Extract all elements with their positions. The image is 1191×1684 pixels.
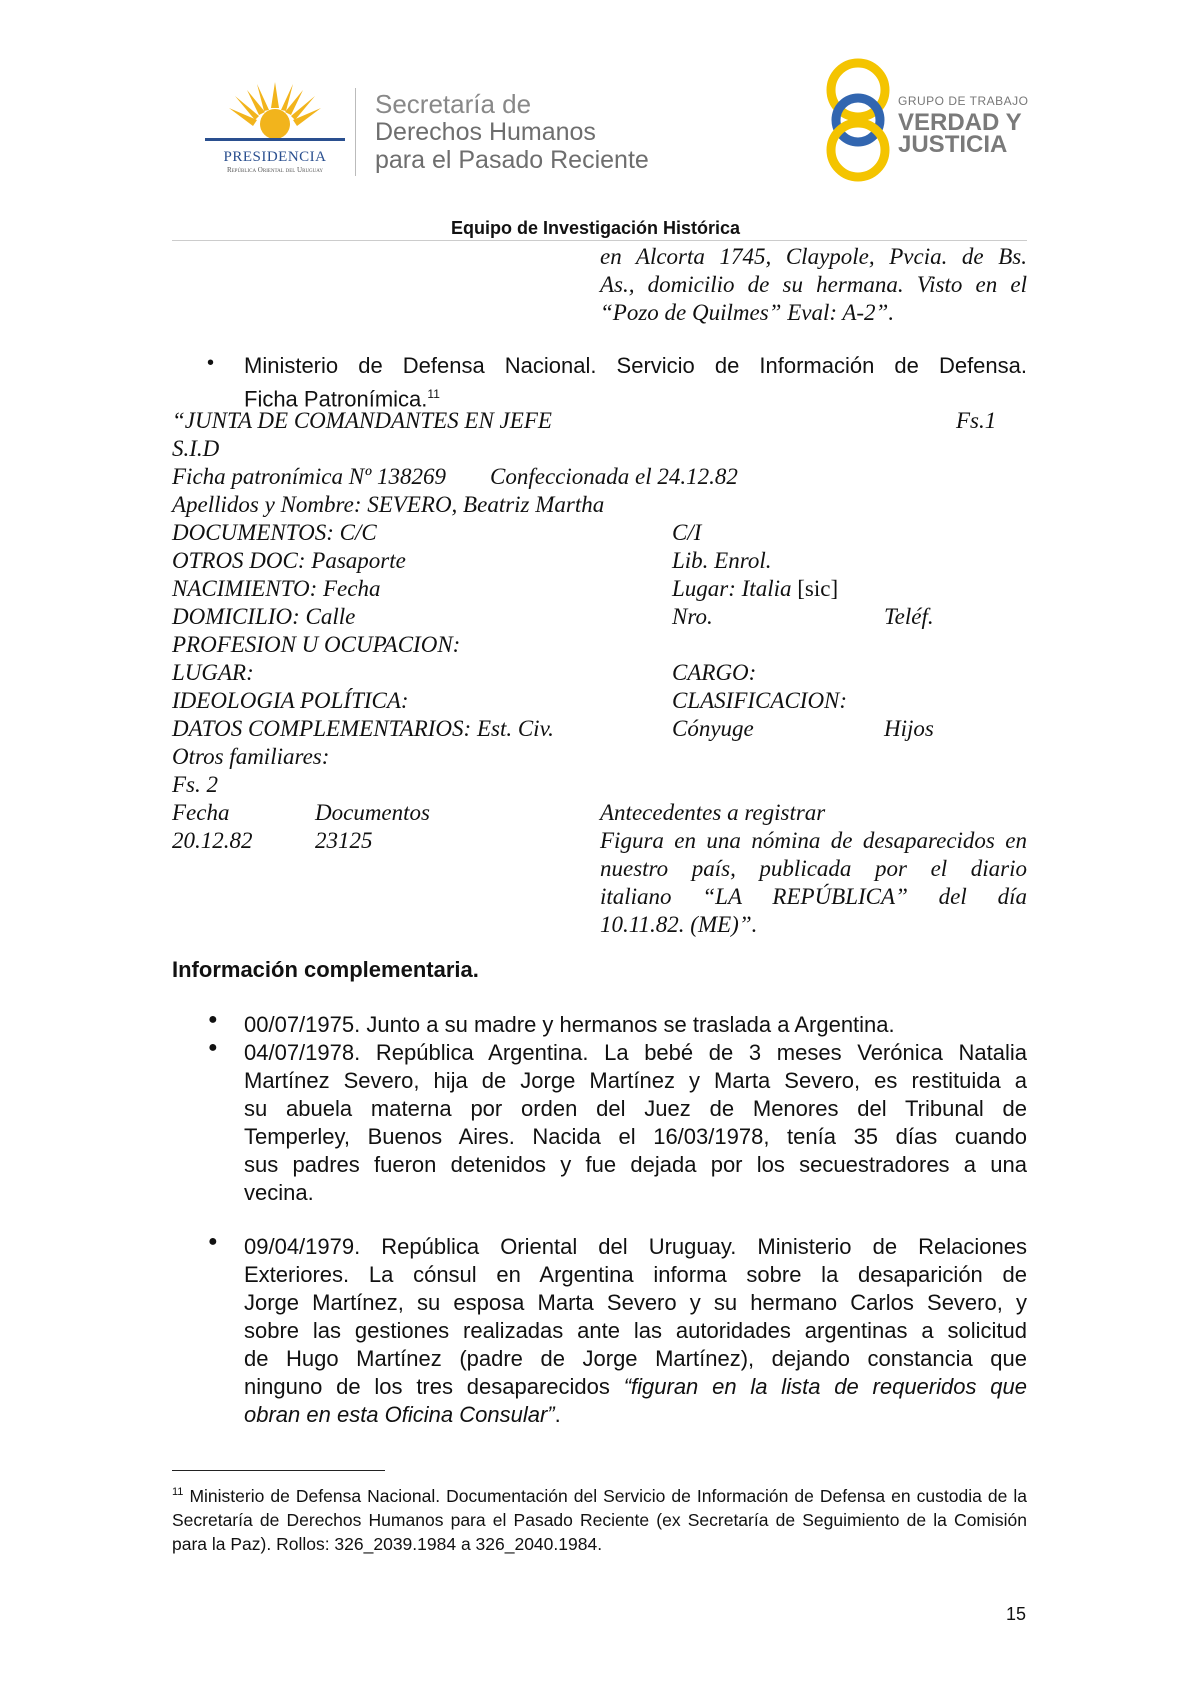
verdad-justicia-text xyxy=(898,90,1028,156)
ficha-documentos: DOCUMENTOS: C/C xyxy=(172,520,377,545)
antecedente-line: Figura en una nómina de desaparecidos en xyxy=(600,828,1027,853)
info-line: Exteriores. La cónsul en Argentina informa sobre la desaparición de xyxy=(244,1262,1027,1287)
ficha-conyuge: Cónyuge xyxy=(672,716,754,741)
continuation-line: As., domicilio de su hermana. Visto en el xyxy=(600,272,1027,297)
ficha-lib-enrol: Lib. Enrol. xyxy=(672,548,772,573)
info-line: 00/07/1975. Junto a su madre y hermanos se traslada a Argentina. xyxy=(244,1012,895,1037)
info-line: Temperley, Buenos Aires. Nacida el 16/03/1978, tenía 35 días cuando xyxy=(244,1124,1027,1149)
ficha-datos-comp: DATOS COMPLEMENTARIOS: Est. Civ. xyxy=(172,716,554,741)
ficha-nro: Nro. xyxy=(672,604,713,629)
ficha-fs2: Fs. 2 xyxy=(172,772,218,797)
secretaria-logo-text xyxy=(375,90,649,174)
ficha-confeccionada: Confeccionada el 24.12.82 xyxy=(490,464,738,489)
antecedente-line: nuestro país, publicada por el diario xyxy=(600,856,1027,881)
info-heading: Información complementaria. xyxy=(172,957,479,982)
bullet-dot: • xyxy=(207,352,215,374)
secretaria-line-2: Derechos Humanos xyxy=(375,118,596,146)
ficha-ci: C/I xyxy=(672,520,702,545)
footnote-text: Ministerio de Defensa Nacional. Documentación del Servicio de Información de Defensa en custodia de la Secretaría de Derechos Humanos para el Pasado Reciente (ex Secretaría de Seguimiento de la Comisión para la Paz). Rollos: 326_2039.1984 a 326_2040.1984. xyxy=(172,1485,1027,1554)
ficha-nacimiento: NACIMIENTO: Fecha xyxy=(172,576,381,601)
ficha-hijos: Hijos xyxy=(884,716,934,741)
table-row xyxy=(172,827,1027,939)
info-item-3 xyxy=(244,1233,1027,1429)
info-line: vecina. xyxy=(244,1180,314,1205)
gt-line-1: GRUPO DE TRABAJO xyxy=(898,94,1029,108)
info-line: Jorge Martínez, su esposa Marta Severo y su hermano Carlos Severo, y xyxy=(244,1290,1027,1315)
ficha-ideologia: IDEOLOGIA POLÍTICA: xyxy=(172,688,409,713)
continuation-line: en Alcorta 1745, Claypole, Pvcia. de Bs. xyxy=(600,244,1027,269)
antecedente-line: italiano “LA REPÚBLICA” del día xyxy=(600,884,1027,909)
logo-divider xyxy=(355,88,356,176)
info-line: 04/07/1978. República Argentina. La bebé de 3 meses Verónica Natalia xyxy=(244,1040,1027,1065)
info-line: Martínez Severo, hija de Jorge Martínez y Marta Severo, es restituida a xyxy=(244,1068,1027,1093)
ficha-otros-doc: OTROS DOC: Pasaporte xyxy=(172,548,406,573)
secretaria-line-1: Secretaría de xyxy=(375,89,532,119)
presidencia-label: PRESIDENCIA xyxy=(223,149,327,165)
sic-note: [sic] xyxy=(791,576,839,601)
col-header-fecha: Fecha xyxy=(172,800,230,825)
mindef-bullet-text xyxy=(244,352,1027,413)
info-item-1 xyxy=(244,1011,1027,1039)
ficha-number: Ficha patronímica Nº 138269 xyxy=(172,464,446,489)
info-line: sobre las gestiones realizadas ante las autoridades argentinas a solicitud xyxy=(244,1318,1027,1343)
info-line: su abuela materna por orden del Juez de Menores del Tribunal de xyxy=(244,1096,1027,1121)
continuation-line: “Pozo de Quilmes” Eval: A-2”. xyxy=(600,300,895,325)
info-line: 09/04/1979. República Oriental del Uruguay. Ministerio de Relaciones xyxy=(244,1234,1027,1259)
ficha-profesion: PROFESION U OCUPACION: xyxy=(172,632,461,657)
ficha-apellidos: Apellidos y Nombre: SEVERO, Beatriz Martha xyxy=(172,492,605,517)
ficha-fs1: Fs.1 xyxy=(956,408,997,433)
rings-icon xyxy=(820,58,900,183)
row-documento: 23125 xyxy=(315,828,373,853)
verdad-justicia-logo xyxy=(820,58,900,183)
footnote xyxy=(172,1480,1027,1556)
ficha-sid: S.I.D xyxy=(172,436,220,461)
info-line: ninguno de los tres desaparecidos “figuran en la lista de requeridos que xyxy=(244,1374,1027,1399)
gt-line-2: VERDAD Y xyxy=(898,109,1022,136)
bullet-dot: ● xyxy=(208,1011,218,1028)
footnote-number: 11 xyxy=(172,1486,184,1498)
ficha-lugar: LUGAR: xyxy=(172,660,254,685)
ficha-block xyxy=(172,407,1027,939)
sun-icon xyxy=(195,82,355,142)
col-header-documentos: Documentos xyxy=(315,800,430,825)
ficha-otros-fam: Otros familiares: xyxy=(172,744,330,769)
ficha-telef: Teléf. xyxy=(884,604,934,629)
info-line: sus padres fueron detenidos y fue dejada por los secuestradores a una xyxy=(244,1152,1027,1177)
secretaria-line-3: para el Pasado Reciente xyxy=(375,146,649,174)
team-title: Equipo de Investigación Histórica xyxy=(450,218,741,238)
col-header-antecedentes: Antecedentes a registrar xyxy=(600,800,826,825)
continuation-block xyxy=(600,243,1027,327)
info-line: de Hugo Martínez (padre de Jorge Martínez), dejando constancia que xyxy=(244,1346,1027,1371)
header-divider xyxy=(172,240,1027,241)
bullet-dot: ● xyxy=(208,1039,218,1056)
presidencia-logo xyxy=(195,82,355,177)
presidencia-sublabel: República Oriental del Uruguay xyxy=(226,166,324,174)
footnote-separator xyxy=(172,1470,385,1471)
row-fecha: 20.12.82 xyxy=(172,828,253,853)
info-line: obran en esta Oficina Consular”. xyxy=(244,1402,561,1427)
ficha-clasificacion: CLASIFICACION: xyxy=(672,688,848,713)
ficha-domicilio: DOMICILIO: Calle xyxy=(172,604,356,629)
mindef-line-1: Ministerio de Defensa Nacional. Servicio de Información de Defensa. xyxy=(244,353,1027,378)
antecedente-line: 10.11.82. (ME)”. xyxy=(600,912,758,937)
page-number: 15 xyxy=(1006,1604,1027,1624)
ficha-lugar-nac: Lugar: Italia [sic] xyxy=(672,576,839,601)
ficha-cargo: CARGO: xyxy=(672,660,757,685)
gt-line-3: JUSTICIA xyxy=(898,131,1008,158)
info-item-2 xyxy=(244,1039,1027,1207)
ficha-junta: “JUNTA DE COMANDANTES EN JEFE xyxy=(172,408,552,433)
footnote-ref: 11 xyxy=(427,387,440,401)
bullet-dot: ● xyxy=(208,1233,218,1250)
row-antecedentes xyxy=(600,827,1027,939)
mindef-line-2: Ficha Patronímica.$^{11}$ xyxy=(244,386,440,412)
